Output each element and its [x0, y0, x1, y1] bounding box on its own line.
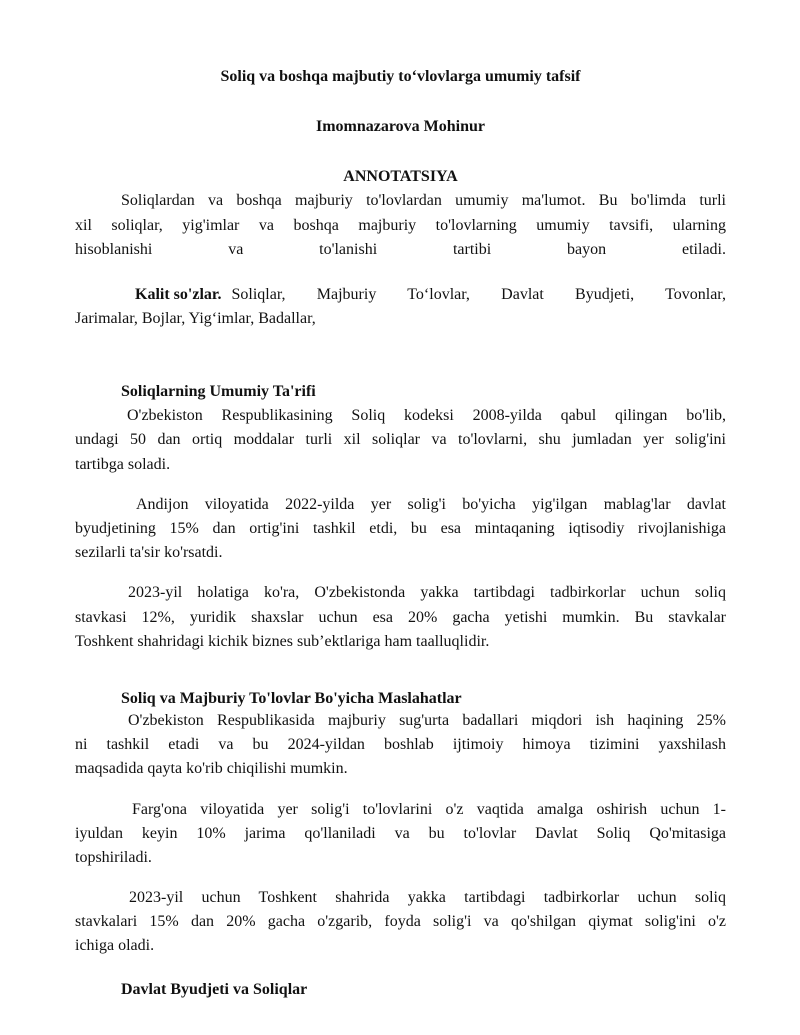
text-line: stavkalari 15% dan 20% gacha o'zgarib, foyda solig'i va qo'shilgan qiymat solig'ini o'z	[75, 913, 726, 930]
text-line: stavkasi 12%, yuridik shaxslar uchun esa 20% gacha yetishi mumkin. Bu stavkalar	[75, 609, 726, 626]
section-heading: Soliqlarning Umumiy Ta'rifi	[121, 383, 316, 400]
text-line: O'zbekiston Respublikasida majburiy sug'urta badallari miqdori ish haqining 25%	[128, 712, 726, 729]
text-line: ni tashkil etadi va bu 2024-yildan boshlab ijtimoiy himoya tizimini yaxshilash	[75, 736, 726, 753]
text-line: topshiriladi.	[75, 849, 152, 866]
abstract-heading: ANNOTATSIYA	[343, 168, 458, 185]
text-line: 2023-yil holatiga ko'ra, O'zbekistonda yakka tartibdagi tadbirkorlar uchun soliq	[128, 584, 726, 601]
keywords-line	[135, 285, 726, 305]
text-line: Soliqlardan va boshqa majburiy to'lovlardan umumiy ma'lumot. Bu bo'limda turli	[121, 192, 726, 209]
text-line: hisoblanishi va to'lanishi tartibi bayon etiladi.	[75, 241, 726, 258]
text-line: byudjetining 15% dan ortig'ini tashkil etdi, bu esa mintaqaning iqtisodiy rivojlanishiga	[75, 520, 726, 537]
keywords-label: Kalit so'zlar.	[135, 286, 222, 303]
section-heading: Soliq va Majburiy To'lovlar Bo'yicha Maslahatlar	[121, 690, 462, 707]
text-line: xil soliqlar, yig'imlar va boshqa majburiy to'lovlarning umumiy tavsifi, ularning	[75, 217, 726, 234]
section-heading: Davlat Byudjeti va Soliqlar	[121, 981, 308, 998]
text-line: sezilarli ta'sir ko'rsatdi.	[75, 544, 223, 561]
text-line: Farg'ona viloyatida yer solig'i to'lovlarini o'z vaqtida amalga oshirish uchun 1-	[132, 801, 726, 818]
text-line: Andijon viloyatida 2022-yilda yer solig'i bo'yicha yig'ilgan mablag'lar davlat	[136, 496, 726, 513]
text-line: iyuldan keyin 10% jarima qo'llaniladi va bu to'lovlar Davlat Soliq Qo'mitasiga	[75, 825, 726, 842]
document-title: Soliq va boshqa majbutiy to‘vlovlarga umumiy tafsif	[220, 68, 581, 85]
text-line: 2023-yil uchun Toshkent shahrida yakka tartibdagi tadbirkorlar uchun soliq	[129, 889, 726, 906]
text-line: undagi 50 dan ortiq moddalar turli xil soliqlar va to'lovlarni, shu jumladan yer solig'ini	[75, 431, 726, 448]
keywords-list: Jarimalar, Bojlar, Yig‘imlar, Badallar,	[75, 310, 316, 327]
text-line: Toshkent shahridagi kichik biznes sub’ektlariga ham taalluqlidir.	[75, 633, 490, 650]
text-line: ichiga oladi.	[75, 937, 155, 954]
text-line: maqsadida qayta ko'rib chiqilishi mumkin.	[75, 760, 348, 777]
author-name: Imomnazarova Mohinur	[315, 118, 486, 135]
text-line: tartibga soladi.	[75, 456, 171, 473]
keywords-list: Soliqlar, Majburiy To‘lovlar, Davlat Byudjeti, Tovonlar,	[231, 286, 726, 303]
text-line: O'zbekiston Respublikasining Soliq kodeksi 2008-yilda qabul qilingan bo'lib,	[127, 407, 726, 424]
